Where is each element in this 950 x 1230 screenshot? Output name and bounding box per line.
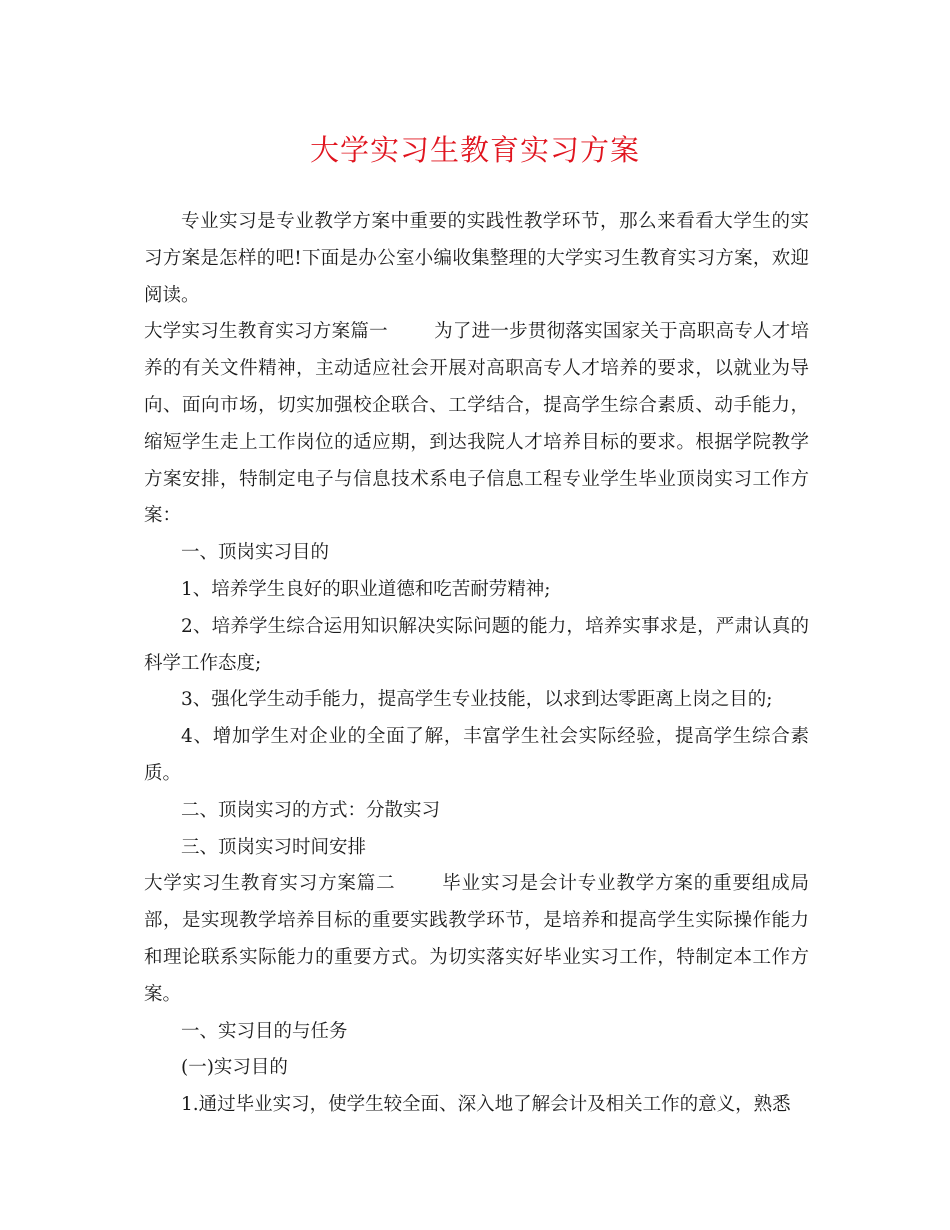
paragraph-heading-3: 三、顶岗实习时间安排 xyxy=(181,836,367,858)
paragraph-subheading: (一)实习目的 xyxy=(181,1057,288,1079)
paragraph-heading-2: 二、顶岗实习的方式：分散实习 xyxy=(181,799,441,821)
paragraph-heading-1: 一、顶岗实习目的 xyxy=(181,542,330,564)
intro-paragraph: 专业实习是专业教学方案中重要的实践性教学环节，那么来看看大学生的实习方案是怎样的吧!下面是办公室小编收集整理的大学实习生教育实习方案，欢迎阅读。 xyxy=(144,211,809,306)
paragraph-item-1: 1、培养学生良好的职业道德和吃苦耐劳精神; xyxy=(181,578,551,600)
section-one-text: 为了进一步贯彻落实国家关于高职高专人才培养的有关文件精神，主动适应社会开展对高职高专人才培养的要求，以就业为导向、面向市场，切实加强校企联合、工学结合，提高学生综合素质、动手能力，缩短学生走上工作岗位的适应期，到达我院人才培养目标的要求。根据学院教学方案安排，特制定电子与信息技术系电子信息工程专业学生毕业顶岗实习工作方案： xyxy=(144,321,809,527)
paragraph-item-2: 2、培养学生综合运用知识解决实际问题的能力，培养实事求是，严肃认真的科学工作态度; xyxy=(144,615,809,674)
document-body xyxy=(144,204,809,1124)
section-one-paragraph xyxy=(144,314,809,535)
paragraph-item-3: 3、强化学生动手能力，提高学生专业技能，以求到达零距离上岗之目的; xyxy=(181,689,773,711)
paragraph-last-line: 1.通过毕业实习，使学生较全面、深入地了解会计及相关工作的意义，熟悉 xyxy=(181,1094,791,1116)
section-two-paragraph xyxy=(144,866,809,1013)
paragraph-heading-4: 一、实习目的与任务 xyxy=(181,1020,348,1042)
section-one-heading: 大学实习生教育实习方案篇一 xyxy=(144,321,388,343)
document-title: 大学实习生教育实习方案 xyxy=(309,133,640,167)
section-two-heading: 大学实习生教育实习方案篇二 xyxy=(144,873,396,895)
paragraph-item-4: 4、增加学生对企业的全面了解，丰富学生社会实际经验，提高学生综合素质。 xyxy=(144,726,809,784)
section-two-text: 毕业实习是会计专业教学方案的重要组成局部，是实现教学培养目标的重要实践教学环节，是培养和提高学生实际操作能力和理论联系实际能力的重要方式。为切实落实好毕业实习工作，特制定本工作方案。 xyxy=(144,873,809,1005)
